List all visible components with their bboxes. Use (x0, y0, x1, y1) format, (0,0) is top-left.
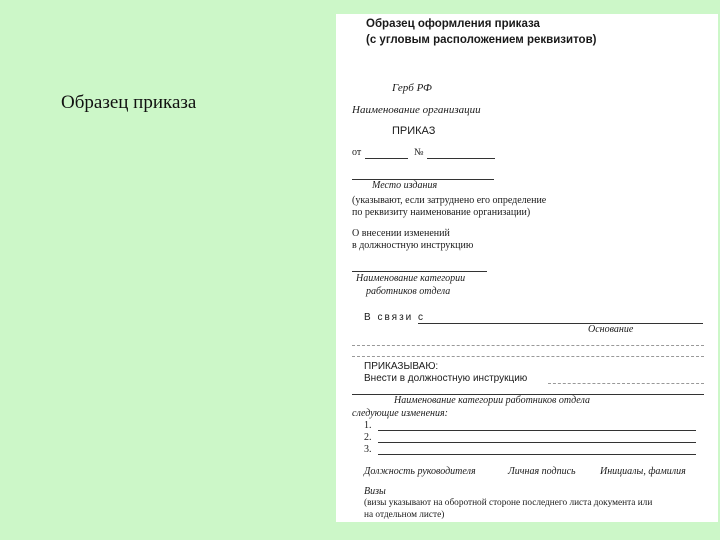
category-label-2: работников отдела (366, 286, 451, 297)
item-2-number: 2. (364, 432, 372, 443)
subject-line-1: О внесении изменений (352, 228, 450, 239)
coat-of-arms-label: Герб РФ (392, 82, 432, 94)
number-sign: № (414, 147, 424, 158)
category-full-label: Наименование категории работников отдела (394, 395, 590, 406)
place-note-line-2: по реквизиту наименование организации) (352, 207, 531, 218)
order-word: ПРИКАЗЫВАЮ: (364, 361, 439, 372)
category-field-line (352, 271, 487, 272)
date-prefix: от (352, 147, 362, 158)
basis-continuation-line-2 (352, 356, 704, 357)
signature-position: Должность руководителя (364, 466, 476, 477)
item-3-number: 3. (364, 444, 372, 455)
place-note-line-1: (указывают, если затруднено его определение (352, 195, 547, 206)
slide-caption: Образец приказа (61, 92, 197, 113)
changes-label: следующие изменения: (352, 408, 448, 419)
order-field-line (548, 383, 704, 384)
order-text: Внести в должностную инструкцию (364, 373, 528, 384)
place-label: Место издания (372, 180, 438, 191)
organization-name: Наименование организации (352, 104, 481, 116)
signature-personal: Личная подпись (508, 466, 576, 477)
visas-note-line-2: на отдельном листе) (364, 510, 445, 520)
item-1-number: 1. (364, 420, 372, 431)
document-scan (336, 14, 718, 522)
doc-type-title: ПРИКАЗ (392, 125, 436, 137)
item-2-line (378, 442, 696, 443)
doc-heading-subtitle: (с угловым расположением реквизитов) (366, 34, 597, 46)
basis-prefix: В связи с (364, 312, 426, 323)
basis-continuation-line-1 (352, 345, 704, 346)
basis-field-line (418, 323, 703, 324)
item-1-line (378, 430, 696, 431)
number-field-line (427, 158, 495, 159)
subject-line-2: в должностную инструкцию (352, 240, 474, 251)
doc-heading-title: Образец оформления приказа (366, 18, 540, 30)
visas-label: Визы (364, 486, 386, 497)
signature-name: Инициалы, фамилия (600, 466, 686, 477)
item-3-line (378, 454, 696, 455)
category-label-1: Наименование категории (356, 273, 466, 284)
visas-note-line-1: (визы указывают на оборотной стороне последнего листа документа или (364, 498, 653, 508)
date-field-line (365, 158, 408, 159)
basis-label: Основание (588, 324, 634, 335)
